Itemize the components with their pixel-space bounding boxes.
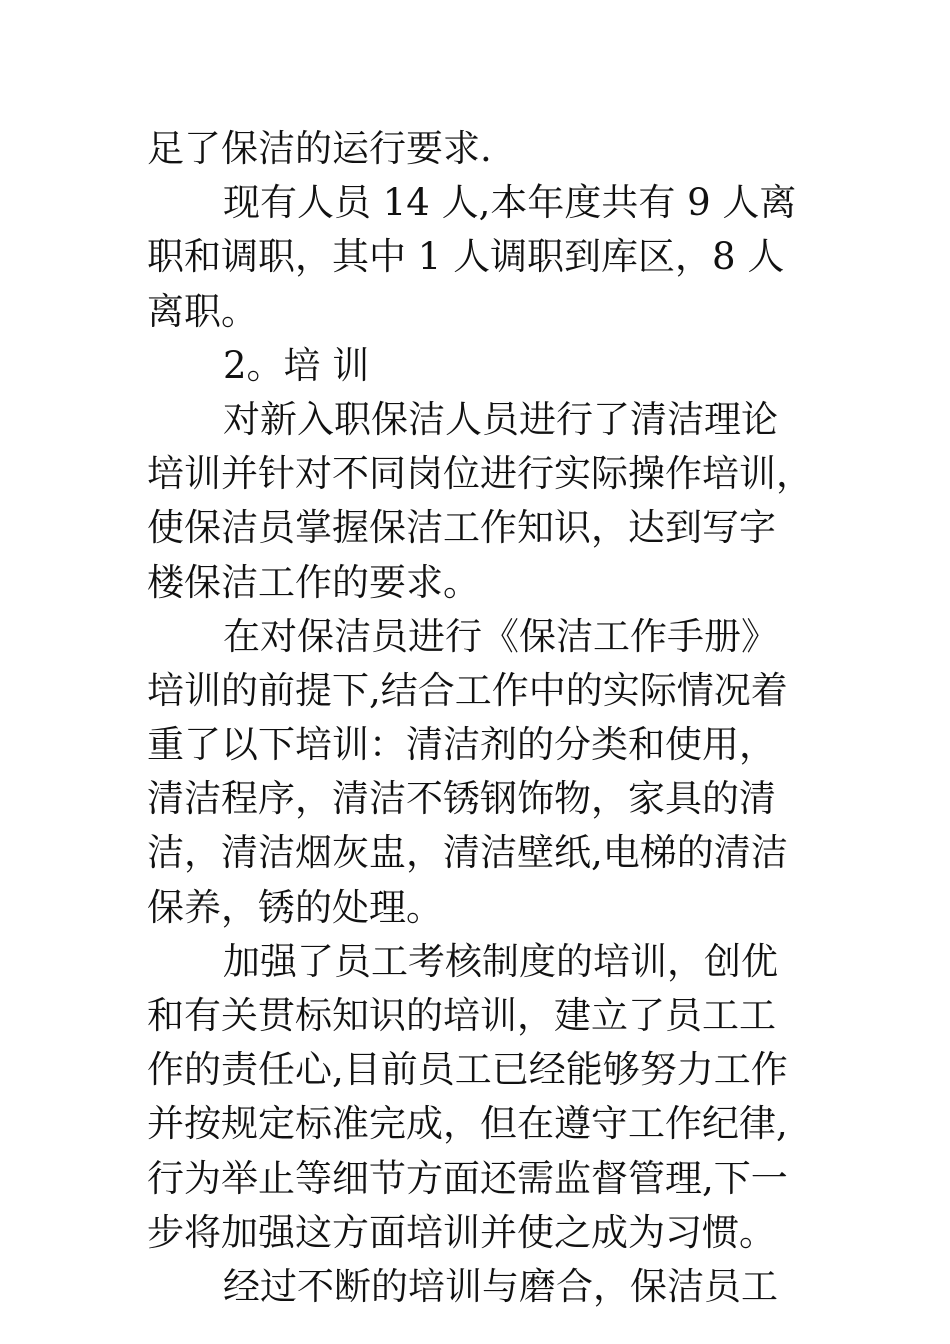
text-line: 现有人员 14 人,本年度共有 9 人离 — [223, 181, 797, 225]
section-heading: 2。培 训 — [223, 343, 370, 387]
text-line: 洁，清洁烟灰盅，清洁壁纸,电梯的清洁 — [147, 831, 788, 875]
text-line: 职和调职，其中 1 人调职到库区，8 人 — [147, 235, 785, 279]
text-line: 离职。 — [147, 289, 258, 333]
text-line: 培训并针对不同岗位进行实际操作培训， — [147, 452, 813, 496]
text-line: 在对保洁员进行《保洁工作手册》 — [223, 614, 778, 658]
text-line: 经过不断的培训与磨合，保洁员工 — [223, 1264, 778, 1308]
text-line: 和有关贯标知识的培训，建立了员工工 — [147, 994, 776, 1037]
text-line: 清洁程序，清洁不锈钢饰物，家具的清 — [147, 777, 776, 821]
text-line: 行为举止等细节方面还需监督管理,下一 — [147, 1156, 788, 1200]
body-text — [147, 122, 813, 1314]
text-line: 加强了员工考核制度的培训，创优 — [223, 939, 778, 983]
text-line: 作的责任心,目前员工已经能够努力工作 — [147, 1048, 788, 1092]
text-line: 重了以下培训：清洁剂的分类和使用， — [147, 723, 776, 767]
text-line: 使保洁员掌握保洁工作知识，达到写字 — [147, 506, 776, 550]
text-line: 并按规定标准完成，但在遵守工作纪律, — [147, 1102, 788, 1146]
text-line: 步将加强这方面培训并使之成为习惯。 — [147, 1210, 776, 1254]
text-line: 楼保洁工作的要求。 — [147, 560, 480, 604]
text-line: 对新入职保洁人员进行了清洁理论 — [223, 397, 778, 441]
text-line: 保养，锈的处理。 — [147, 885, 443, 929]
text-line: 足了保洁的运行要求. — [147, 127, 492, 170]
text-line: 培训的前提下,结合工作中的实际情况着 — [147, 668, 788, 712]
